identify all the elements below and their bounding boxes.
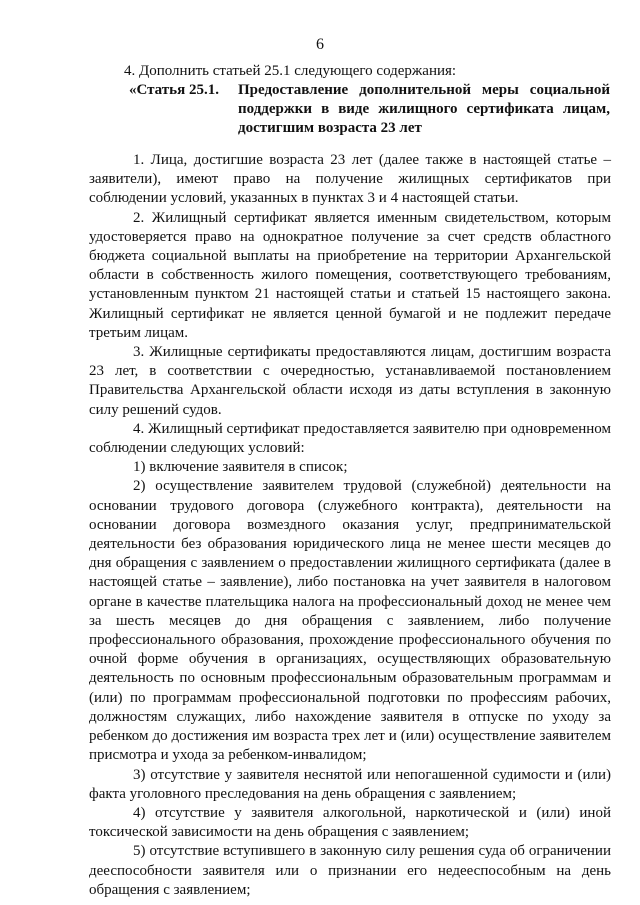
paragraph-1: 1. Лица, достигшие возраста 23 лет (далее также в настоящей статье – заявители), имеют право на получение жилищных сертификатов при соблюдении условий, указанных в пунктах 3 и 4 настоящей статьи.	[89, 152, 611, 207]
article-number: «Статья 25.1.	[129, 82, 219, 98]
condition-2: 2) осуществление заявителем трудовой (служебной) деятельности на основании трудового договора (служебного контракта), деятельности на основании договора возмездного оказания услуг, предпринимательской деятельности без образования юридического лица не менее шести месяцев до дня обращения с заявлением о предоставлении жилищного сертификата (далее в настоящей статье – заявление), либо постановка на учет заявителя в налоговом органе в качестве плательщика налога на профессиональный доход не менее чем за шесть месяцев до дня обращения с заявлением, либо получение профессионального образования, прохождение профессионального обучения по очной форме обучения в организациях, осуществляющих образовательную деятельность по основным профессиональным образовательным программам и (или) по программам профессиональной подготовки по профессиям рабочих, должностям служащих, либо нахождение заявителя в отпуске по уходу за ребенком до достижения им возраста трех лет и (или) осуществление заявителем присмотра и ухода за ребенком-инвалидом;	[89, 478, 611, 764]
condition-3: 3) отсутствие у заявителя неснятой или непогашенной судимости и (или) факта уголовного преследования на день обращения с заявлением;	[89, 766, 611, 802]
paragraph-2: 2. Жилищный сертификат является именным свидетельством, которым удостоверяется право на однократное получение за счет средств областного бюджета социальной выплаты на приобретение на территории Архангельской области в собственность жилого помещения, соответствующего требованиям, установленным пунктом 21 настоящей статьи и статьей 15 настоящего закона. Жилищный сертификат не является ценной бумагой и не подлежит передаче третьим лицам.	[89, 209, 611, 341]
condition-1: 1) включение заявителя в список;	[133, 459, 348, 476]
article-body	[89, 151, 611, 900]
condition-5: 5) отсутствие вступившего в законную силу решения суда об ограничении дееспособности заявителя или о признании его недееспособным на день обращения с заявлением;	[89, 843, 611, 898]
page-number: 6	[316, 36, 324, 53]
amendment-intro: 4. Дополнить статьей 25.1 следующего содержания:	[124, 63, 457, 79]
paragraph-4: 4. Жилищный сертификат предоставляется заявителю при одновременном соблюдении следующих условий:	[89, 420, 611, 457]
paragraph-3: 3. Жилищные сертификаты предоставляются лицам, достигшим возраста 23 лет, в соответствии с очередностью, устанавливаемой постановлением Правительства Архангельской области исходя из даты вступления в законную силу решений судов.	[89, 344, 611, 418]
condition-4: 4) отсутствие у заявителя алкогольной, наркотической и (или) иной токсической зависимости на день обращения с заявлением;	[89, 804, 611, 841]
article-title: Предоставление дополнительной меры социальной поддержки в виде жилищного сертификата лицам, достигшим возраста 23 лет	[238, 82, 610, 136]
